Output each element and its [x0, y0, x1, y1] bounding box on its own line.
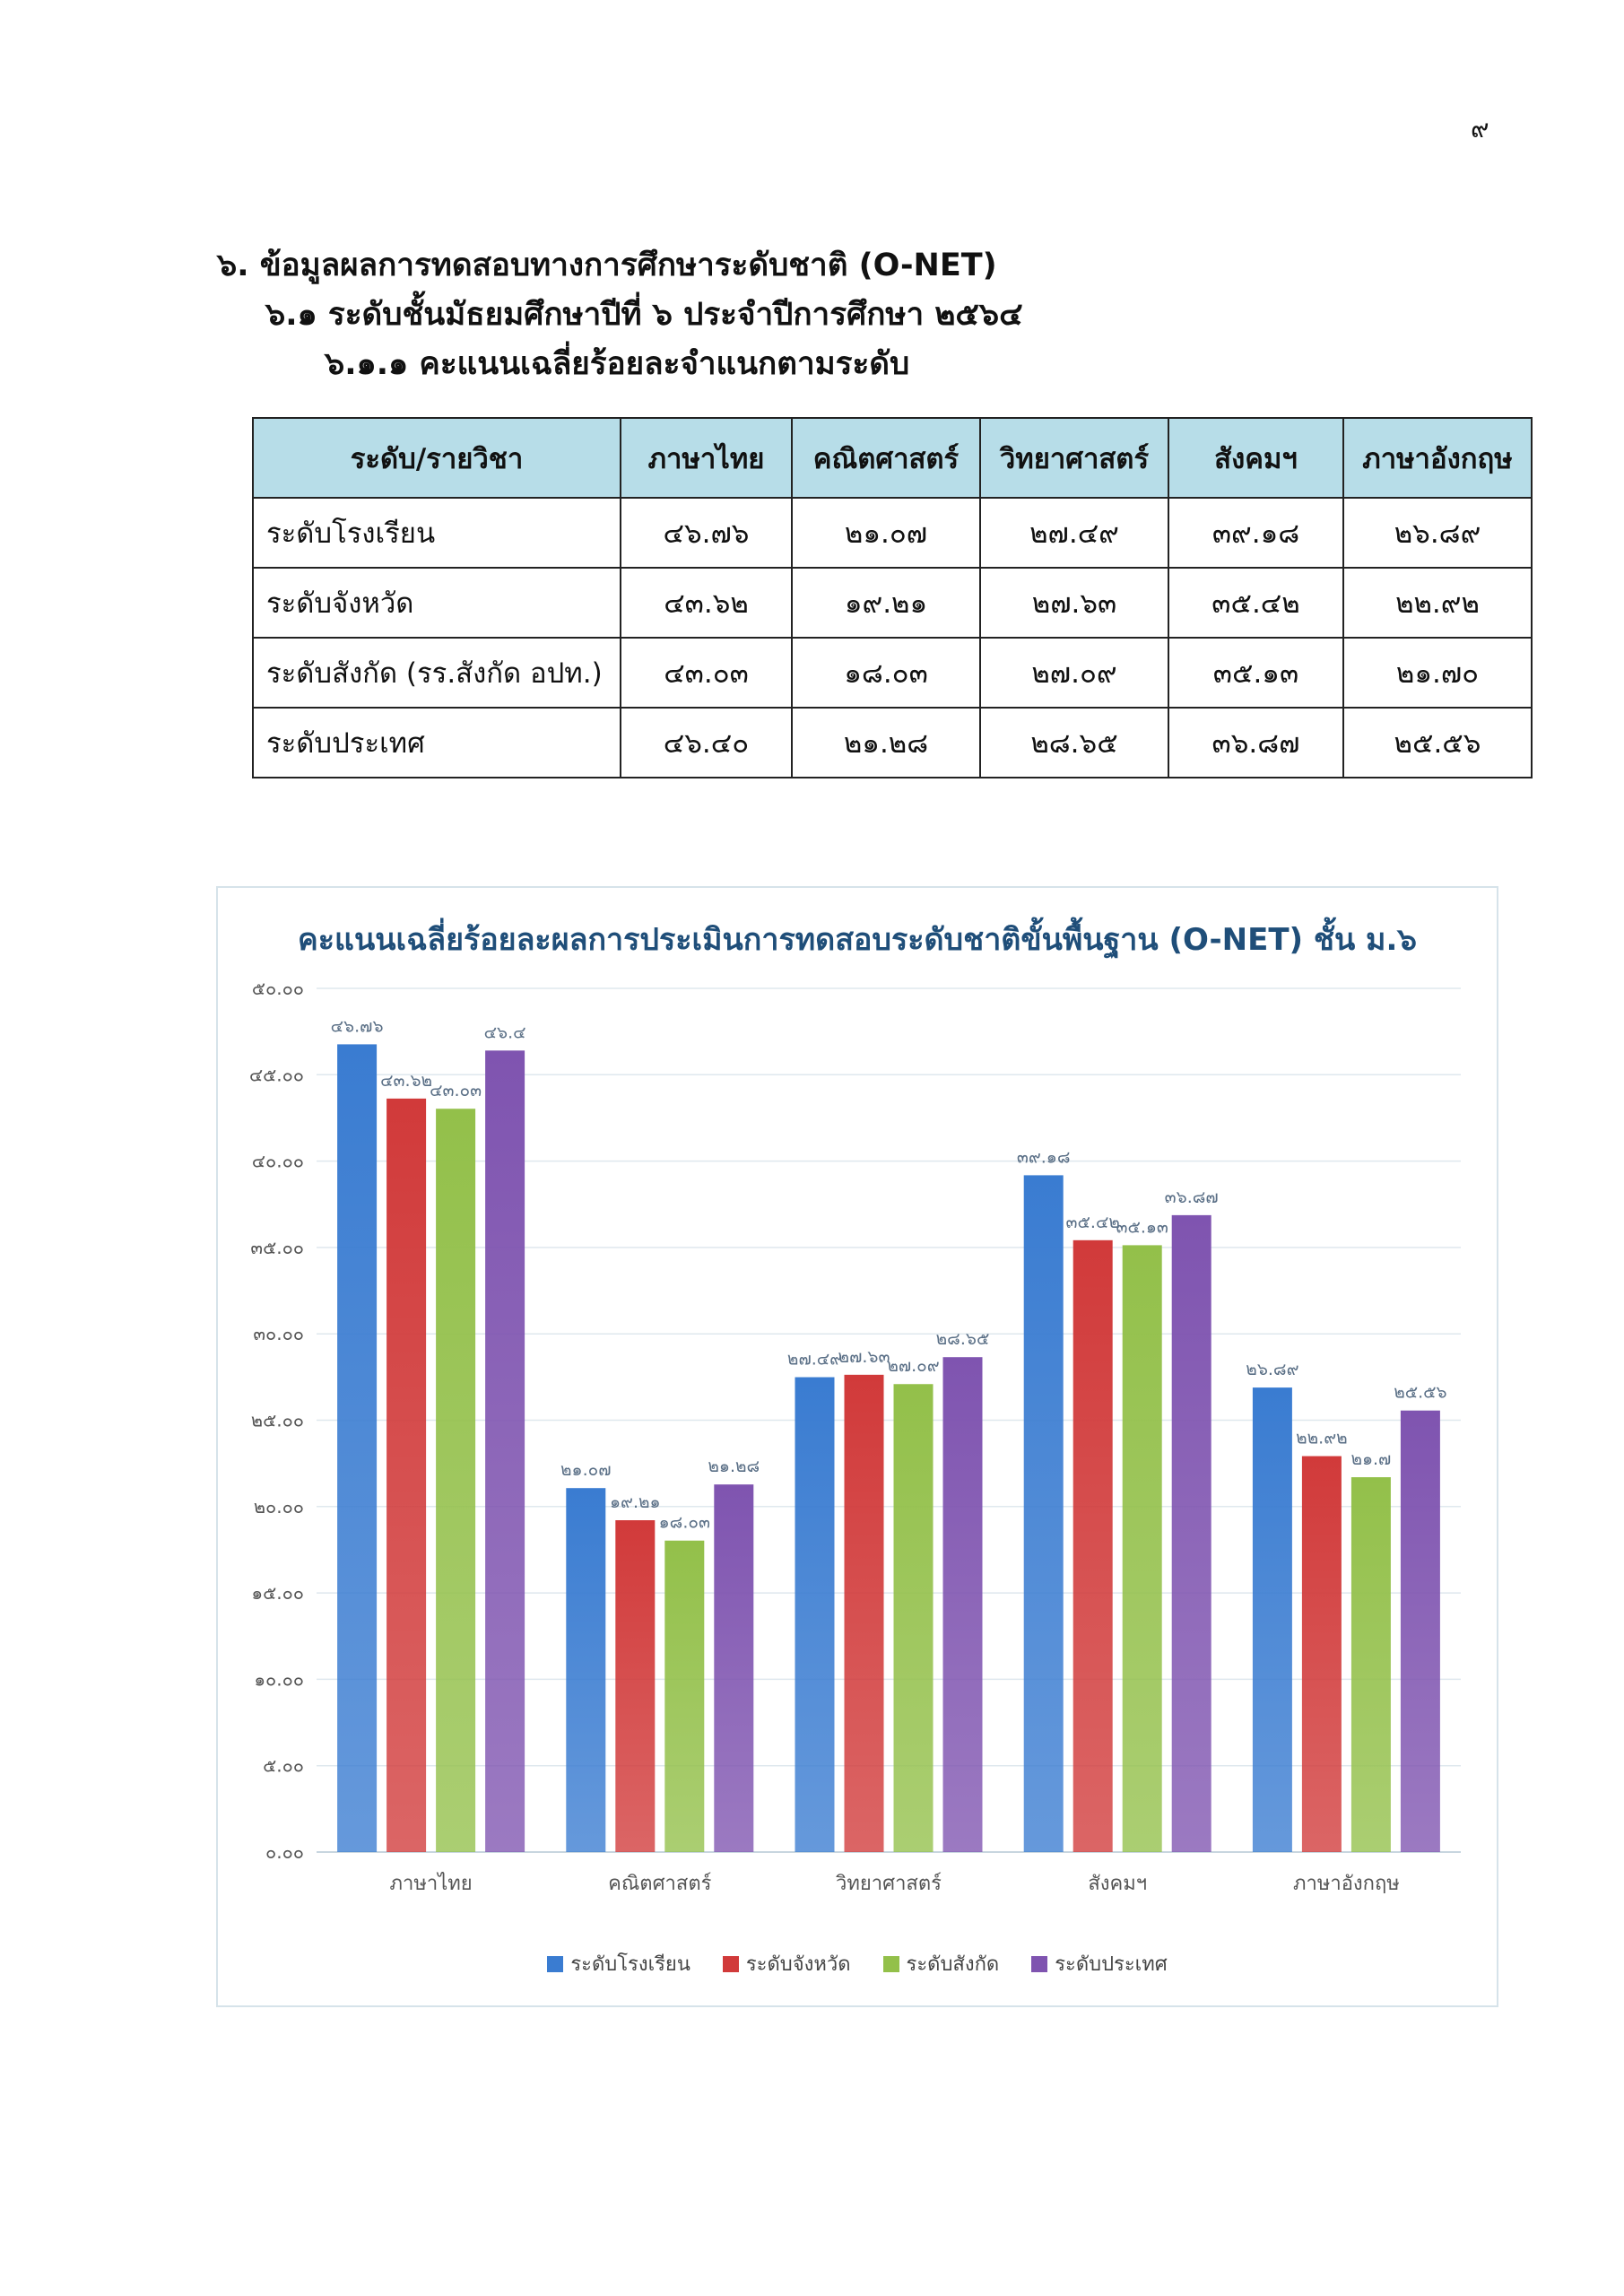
table-header: ภาษาไทย: [621, 418, 792, 498]
score-table: [252, 417, 1533, 778]
legend-swatch-school: [547, 1956, 563, 1972]
chart-title: คะแนนเฉลี่ยร้อยละผลการประเมินการทดสอบระดับชาติขั้นพื้นฐาน (O-NET) ชั้น ม.๖: [298, 922, 1417, 958]
table-row: [253, 568, 1532, 638]
y-tick-label: ๒๕.๐๐: [250, 1409, 304, 1431]
row-label: ระดับโรงเรียน: [253, 498, 621, 568]
page-number: ๙: [1471, 114, 1489, 144]
legend-label: ระดับจังหวัด: [745, 1953, 851, 1976]
data-label: ๒๗.๔๙: [786, 1349, 843, 1370]
table-cell: ๓๖.๘๗: [1168, 708, 1343, 778]
table-cell: ๓๙.๑๘: [1168, 498, 1343, 568]
x-tick-label: ภาษาอังกฤษ: [1292, 1873, 1400, 1895]
bar: [566, 1488, 605, 1852]
data-label: ๓๙.๑๘: [1016, 1147, 1071, 1168]
x-tick-label: วิทยาศาสตร์: [836, 1873, 942, 1895]
legend-item: [723, 1948, 851, 1979]
table-cell: ๔๓.๖๒: [621, 568, 792, 638]
data-label: ๓๕.๑๓: [1116, 1217, 1168, 1238]
data-label: ๑๘.๐๓: [658, 1512, 710, 1533]
row-label: ระดับจังหวัด: [253, 568, 621, 638]
subsubsection-heading: ๖.๑.๑ คะแนนเฉลี่ยร้อยละจำแนกตามระดับ: [325, 346, 910, 382]
data-label: ๓๕.๔๒: [1065, 1212, 1120, 1232]
data-label: ๒๒.๙๒: [1296, 1428, 1348, 1448]
y-tick-label: ๔๕.๐๐: [248, 1064, 304, 1086]
bar: [714, 1484, 753, 1852]
chart-frame: [216, 886, 1498, 2007]
data-label: ๔๖.๔: [483, 1022, 526, 1043]
table-header: ภาษาอังกฤษ: [1343, 418, 1532, 498]
legend-item: [883, 1948, 1000, 1979]
table-cell: ๑๘.๐๓: [792, 638, 980, 708]
y-tick-label: ๕๐.๐๐: [251, 978, 304, 999]
data-label: ๒๑.๒๘: [708, 1457, 760, 1477]
table-row: [253, 708, 1532, 778]
table-header: วิทยาศาสตร์: [980, 418, 1168, 498]
y-tick-label: ๐.๐๐: [265, 1841, 304, 1863]
bar: [894, 1384, 934, 1852]
x-tick-label: ภาษาไทย: [389, 1873, 473, 1895]
bar: [485, 1050, 525, 1852]
bar: [615, 1520, 655, 1852]
legend-item: [1031, 1948, 1167, 1979]
bar: [436, 1109, 475, 1852]
table-cell: ๒๘.๖๕: [980, 708, 1168, 778]
bar: [337, 1044, 377, 1852]
bar: [1172, 1215, 1211, 1852]
table-cell: ๒๖.๘๙: [1343, 498, 1532, 568]
y-tick-label: ๑๐.๐๐: [254, 1668, 304, 1691]
table-cell: ๒๑.๐๗: [792, 498, 980, 568]
data-label: ๒๖.๘๙: [1246, 1360, 1299, 1380]
bar: [1073, 1240, 1113, 1852]
legend-label: ระดับสังกัด: [906, 1953, 1000, 1976]
table-cell: ๒๑.๗๐: [1343, 638, 1532, 708]
table-cell: ๑๙.๒๑: [792, 568, 980, 638]
table-header: สังคมฯ: [1168, 418, 1343, 498]
section-heading: ๖. ข้อมูลผลการทดสอบทางการศึกษาระดับชาติ (O-NET): [217, 248, 997, 283]
legend-label: ระดับโรงเรียน: [570, 1953, 690, 1976]
table-cell: ๒๗.๔๙: [980, 498, 1168, 568]
data-label: ๑๙.๒๑: [609, 1492, 661, 1513]
table-cell: ๒๒.๙๒: [1343, 568, 1532, 638]
bar: [1401, 1411, 1440, 1852]
bar: [943, 1357, 983, 1852]
y-tick-label: ๕.๐๐: [263, 1754, 304, 1777]
table-cell: ๒๑.๒๘: [792, 708, 980, 778]
table-cell: ๔๓.๐๓: [621, 638, 792, 708]
bar: [1351, 1477, 1391, 1852]
legend-label: ระดับประเทศ: [1055, 1953, 1168, 1976]
bar: [386, 1099, 426, 1852]
table-cell: ๔๖.๔๐: [621, 708, 792, 778]
table-cell: ๓๕.๑๓: [1168, 638, 1343, 708]
bar-chart: [218, 888, 1497, 1937]
data-label: ๒๗.๐๙: [887, 1356, 940, 1377]
table-row: [253, 638, 1532, 708]
bar: [1024, 1175, 1064, 1852]
bar: [1253, 1387, 1292, 1852]
bar: [845, 1375, 884, 1852]
y-tick-label: ๑๕.๐๐: [251, 1582, 304, 1605]
y-tick-label: ๓๐.๐๐: [253, 1323, 304, 1345]
table-cell: ๒๕.๕๖: [1343, 708, 1532, 778]
data-label: ๒๑.๗: [1350, 1449, 1392, 1470]
y-tick-label: ๒๐.๐๐: [253, 1495, 304, 1518]
table-header: คณิตศาสตร์: [792, 418, 980, 498]
table-cell: ๓๕.๔๒: [1168, 568, 1343, 638]
chart-legend: [218, 1948, 1497, 1979]
table-cell: ๒๗.๐๙: [980, 638, 1168, 708]
bar: [795, 1378, 835, 1852]
table-cell: ๔๖.๗๖: [621, 498, 792, 568]
data-label: ๔๓.๐๓: [430, 1081, 482, 1101]
row-label: ระดับสังกัด (รร.สังกัด อปท.): [253, 638, 621, 708]
table-header-row: [253, 418, 1532, 498]
data-label: ๒๕.๕๖: [1394, 1382, 1447, 1403]
data-label: ๔๖.๗๖: [330, 1016, 384, 1037]
bar: [1302, 1457, 1342, 1852]
legend-swatch-country: [1031, 1956, 1047, 1972]
data-label: ๒๑.๐๗: [560, 1460, 612, 1481]
data-label: ๓๖.๘๗: [1164, 1187, 1219, 1207]
data-label: ๒๗.๖๓: [838, 1346, 890, 1367]
table-row: [253, 498, 1532, 568]
table-header: ระดับ/รายวิชา: [253, 418, 621, 498]
subsection-heading: ๖.๑ ระดับชั้นมัธยมศึกษาปีที่ ๖ ประจำปีการศึกษา ๒๕๖๔: [265, 297, 1023, 333]
x-tick-label: คณิตศาสตร์: [608, 1873, 712, 1895]
data-label: ๔๓.๖๒: [380, 1070, 433, 1091]
legend-swatch-province: [723, 1956, 739, 1972]
data-label: ๒๘.๖๕: [935, 1329, 990, 1350]
y-tick-label: ๓๕.๐๐: [250, 1236, 304, 1258]
x-tick-label: สังคมฯ: [1088, 1873, 1148, 1895]
bar: [664, 1541, 704, 1852]
legend-item: [547, 1948, 690, 1979]
y-tick-label: ๔๐.๐๐: [251, 1150, 304, 1172]
legend-swatch-affiliation: [883, 1956, 899, 1972]
bar: [1123, 1245, 1162, 1852]
table-cell: ๒๗.๖๓: [980, 568, 1168, 638]
row-label: ระดับประเทศ: [253, 708, 621, 778]
